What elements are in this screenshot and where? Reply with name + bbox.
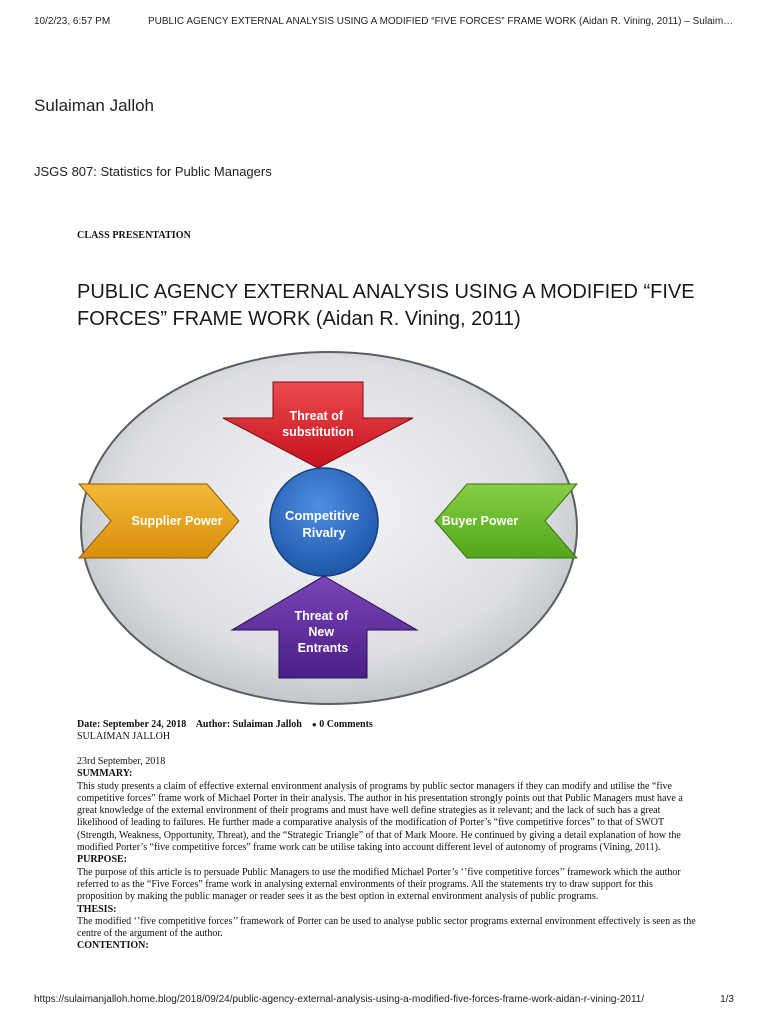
contention-heading: CONTENTION: <box>77 940 149 952</box>
comment-icon: ● <box>311 720 317 729</box>
post-byline: SULAIMAN JALLOH <box>77 731 171 743</box>
purpose-heading: PURPOSE: <box>77 854 127 866</box>
post-body <box>77 756 697 953</box>
summary-paragraph: This study presents a claim of effective external environment analysis of programs by public sector managers if they can modify and utilise the “five competitive forces” frame work of Michael Porter in their analysis. The author in his presentation strongly points out that Public Managers must have a great knowledge of the external environment of their programs and must have well define strategies as it relevant; and the lack of such has a great likelihood of leading to failures. He further made a comparative analysis of the modification of Porter’s “five competitive forces” to that of SWOT (Strength, Weakness, Opportunity, Threat), and the “Strategic Triangle” of that of Mark Moore. He continued by giving a detail explanation of how the modified Porter’s “five competitive forces” frame work can be utilise taking into account different level of autonomy of programs (Vining, 2011). <box>77 780 683 854</box>
purpose-paragraph: The purpose of this article is to persuade Public Managers to use the modified Michael Porter’s ‘’five competitive forces’’ framework which the author referred to as the “Five Forces” frame work in analysing external environments of their programs. All the statements try to draw support for this proposition by making the public manager or reader sees it as the best option in external environment analysis of public programs. <box>77 866 681 903</box>
summary-heading: SUMMARY: <box>77 768 133 780</box>
print-page-title: PUBLIC AGENCY EXTERNAL ANALYSIS USING A MODIFIED “FIVE FORCES” FRAME WORK (Aidan R. Vining, 2011) – Sulaim… <box>148 16 734 27</box>
written-date: 23rd September, 2018 <box>77 756 166 767</box>
post-title: PUBLIC AGENCY EXTERNAL ANALYSIS USING A MODIFIED “FIVE FORCES” FRAME WORK (Aidan R. Vining, 2011) <box>77 281 695 330</box>
comments-link[interactable]: 0 Comments <box>319 719 373 730</box>
print-url: https://sulaimanjalloh.home.blog/2018/09/24/public-agency-external-analysis-using-a-modified-five-forces-frame-work-aidan-r-vining-2011/ <box>34 994 645 1005</box>
top-arrow-line-2: substitution <box>282 425 354 439</box>
bottom-arrow-line-1: Threat of <box>294 609 348 623</box>
center-line-2: Rivalry <box>302 525 346 540</box>
bottom-arrow-line-3: Entrants <box>297 641 349 655</box>
post-meta-line <box>77 719 697 731</box>
print-datetime: 10/2/23, 6:57 PM <box>34 16 111 27</box>
center-line-1: Competitive <box>284 508 360 523</box>
thesis-heading: THESIS: <box>77 903 117 915</box>
top-arrow-line-1: Threat of <box>289 409 343 423</box>
post-author-link[interactable]: Author: Sulaiman Jalloh <box>195 719 302 730</box>
competitive-rivalry-circle <box>270 468 378 576</box>
supplier-power-label: Supplier Power <box>131 514 223 528</box>
post-date: Date: September 24, 2018 <box>77 719 187 730</box>
print-page-number: 1/3 <box>720 994 734 1005</box>
thesis-paragraph: The modified ‘’five competitive forces’’ framework of Porter can be used to analyse public sector programs external environment effectively is seen as the centre of the argument of the author. <box>77 915 696 940</box>
site-tagline: JSGS 807: Statistics for Public Managers <box>34 164 272 179</box>
post-category[interactable]: CLASS PRESENTATION <box>77 230 191 241</box>
buyer-power-label: Buyer Power <box>441 514 519 528</box>
five-forces-diagram <box>77 348 581 708</box>
site-title[interactable]: Sulaiman Jalloh <box>34 96 155 115</box>
bottom-arrow-line-2: New <box>308 625 335 639</box>
post-meta <box>77 719 697 744</box>
